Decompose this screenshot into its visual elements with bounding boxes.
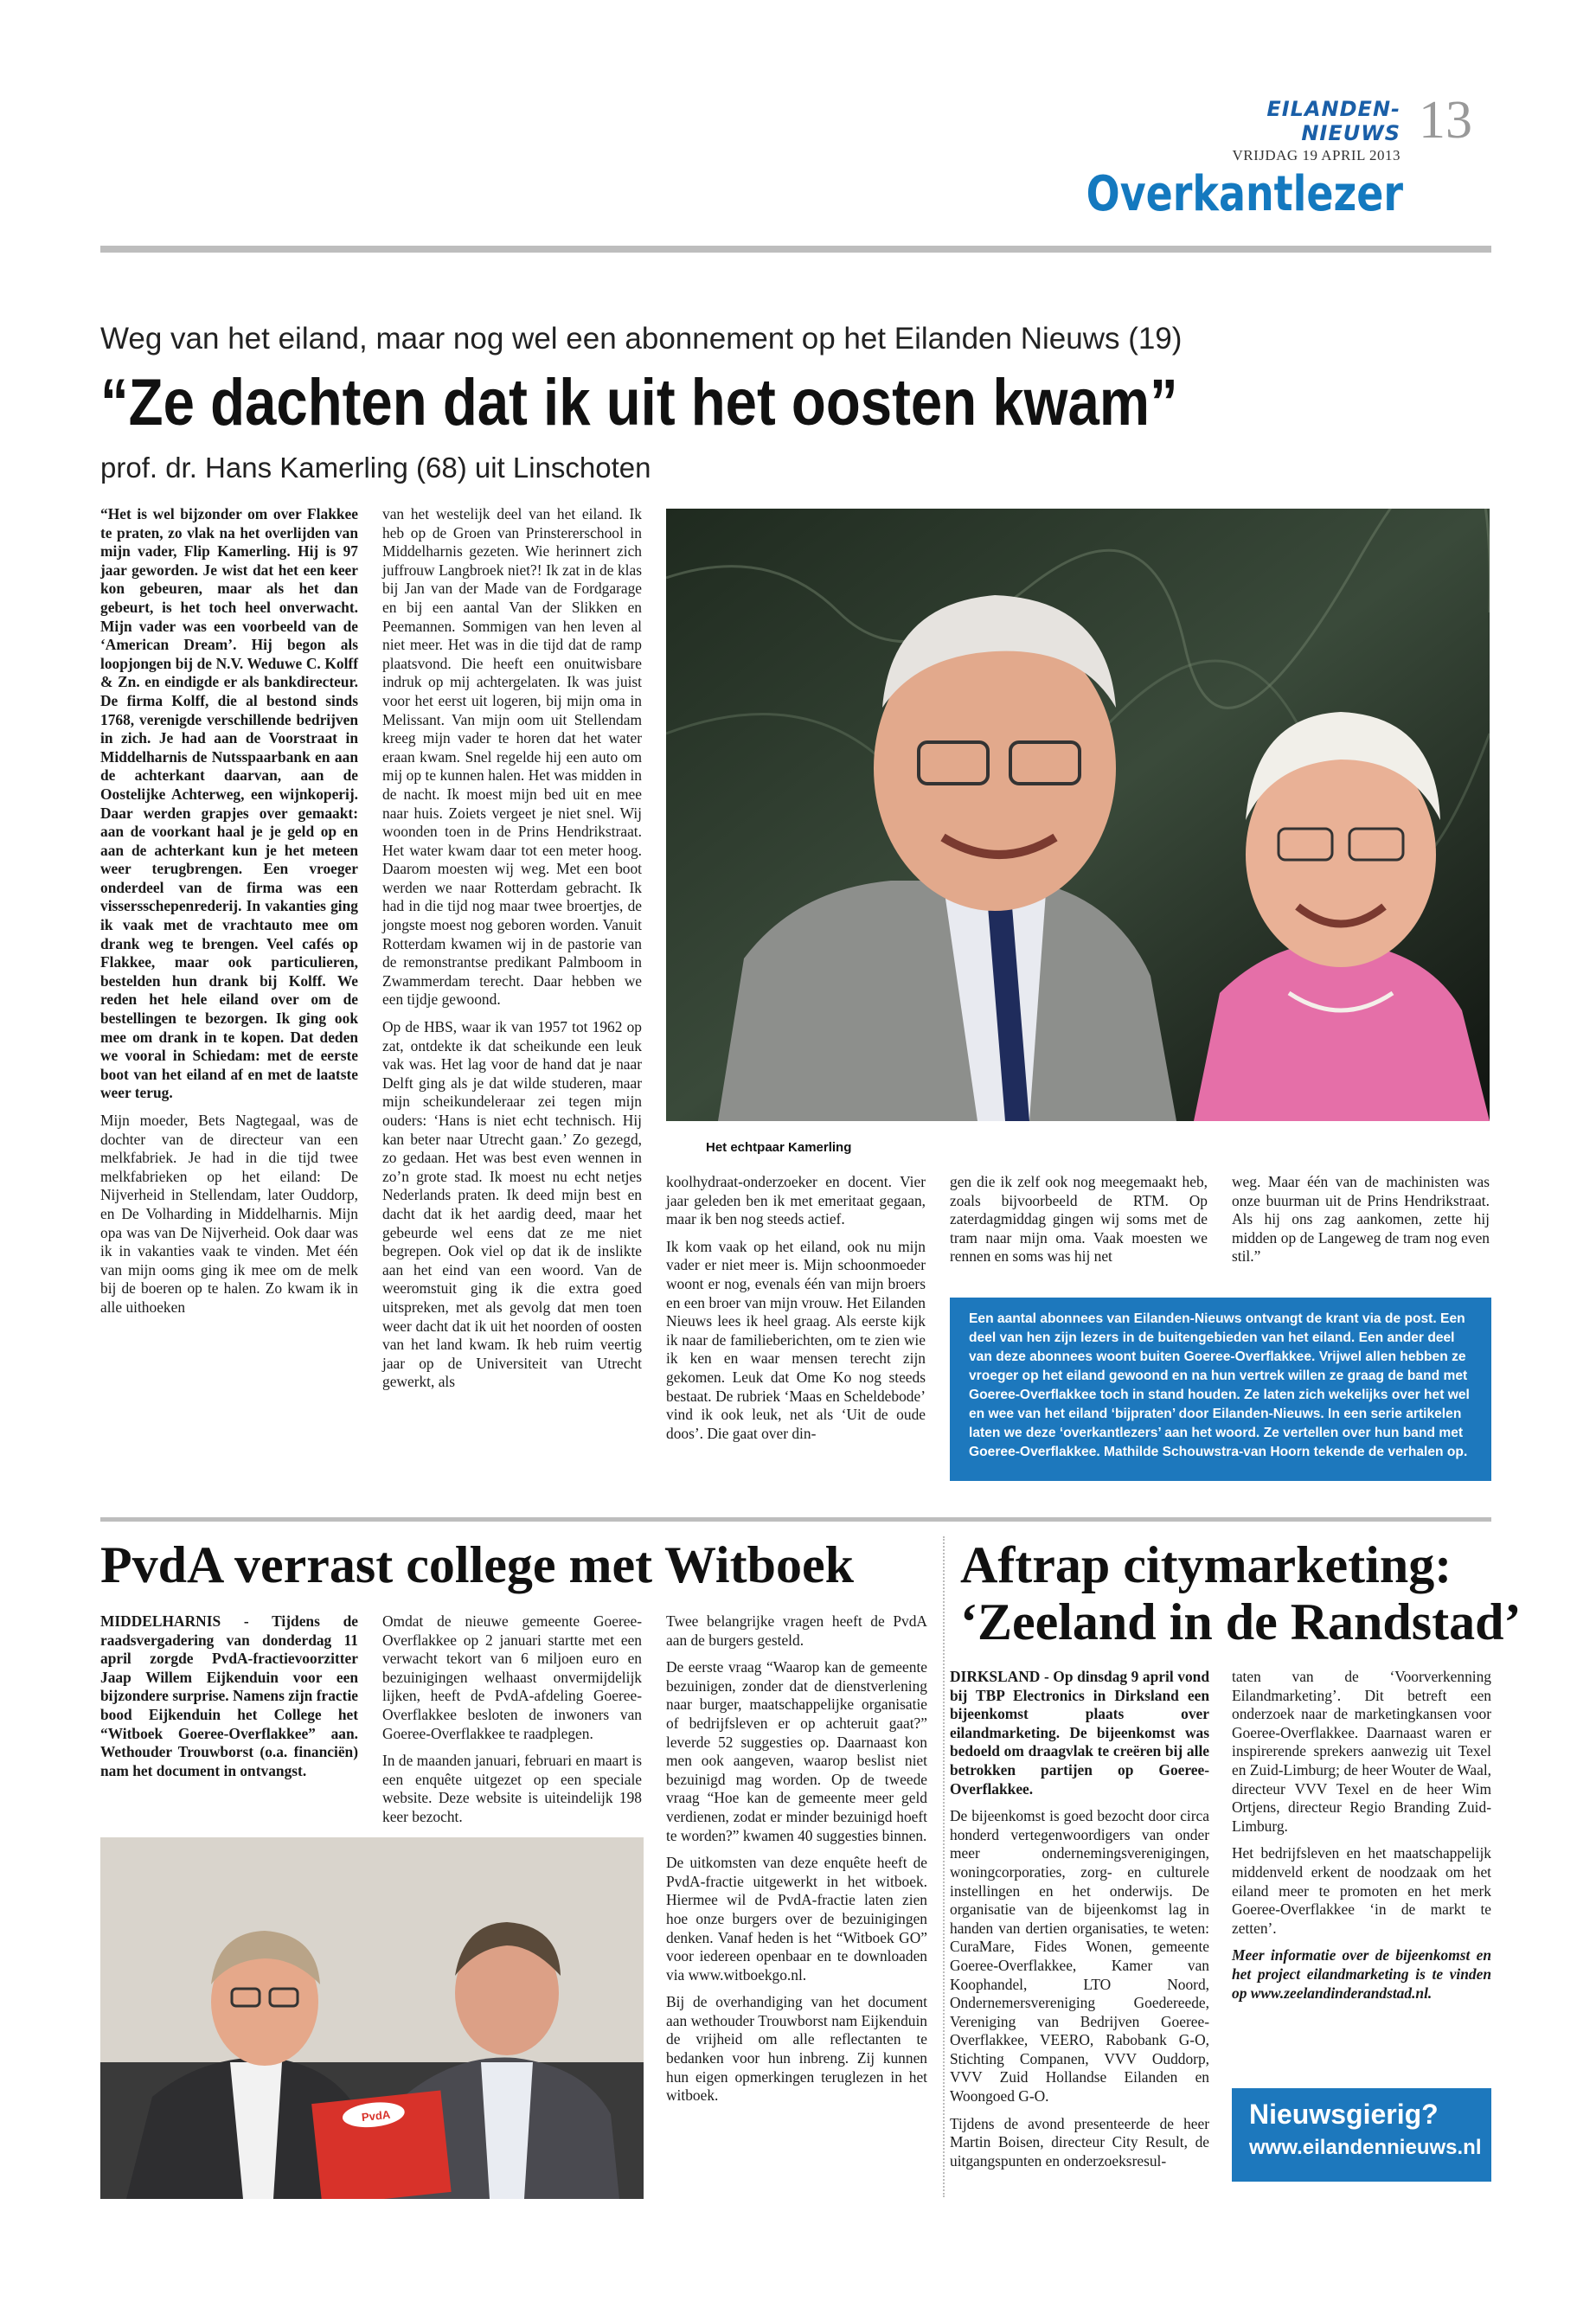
citymarketing-column-2 xyxy=(1232,1668,1491,2011)
pvda-column-1 xyxy=(100,1612,358,1789)
feature-column-2 xyxy=(382,505,642,1400)
pvda-paragraph: In de maanden januari, februari en maart is een enquête uitgezet op een speciale website. Deze website is uiteindelijk 198 keer bezocht. xyxy=(382,1752,642,1825)
brand-logo: EILANDEN-NIEUWS xyxy=(1266,97,1401,145)
feature-lead: “Het is wel bijzonder om over Flakkee te praten, zo vlak na het overlijden van mijn vader, Flip Kamerling. Hij is 97 jaar geworden. Je wist dat het een keer kon gebeuren, maar als het dan gebeurt, is het toch heel onverwacht. Mijn vader was een voorbeeld van de ‘American Dream’. Hij begon als loopjongen bij de N.V. Weduwe C. Kolff & Zn. en eindigde er als bankdirecteur. De firma Kolff, die al bestond sinds 1768, verenigde verschillende bedrijven in zich. Je had aan de Voorstraat in Middelharnis de Nutsspaarbank en aan de achterkant daarvan, aan de Oostelijke Achterweg, een wijnkoperij. Daar werden grapjes over gemaakt: aan de voorkant haal je je geld op en aan de achterkant kun je het meteen weer terugbrengen. Een vroeger onderdeel van de firma was een vissersschepenrederij. In vakanties ging ik vaak met de vrachtauto mee om drank weg te brengen. Veel cafés op Flakkee, maar ook particulieren, bestelden hun drank bij Kolff. We reden het hele eiland over om de bestellingen te bezorgen. Ik ging ook mee om drank in te kopen. Dat deden we vooral in Schiedam: met de eerste boot van het eiland af en met de laatste weer terug. xyxy=(100,505,358,1102)
pvda-box-label: PvdA xyxy=(361,2107,391,2125)
photo-caption: Het echtpaar Kamerling xyxy=(706,1140,852,1155)
feature-paragraph: van het westelijk deel van het eiland. Ik heb op de Groen van Prinstererschool in Middelharnis gezeten. Wie herinnert zich juffrouw Langbroek niet?! Ik zat in de klas bij Jan van der Made van de Fordgarage en bij een aantal Van der Slikken en Peemannen. Sommigen van hen leven al niet meer. Het was in die tijd dat de ramp plaatsvond. Die heeft een onuitwisbare indruk op mij achtergelaten. Ik was juist voor het eerst uit logeren, bij mijn oma in Melissant. Van mijn oom uit Stellendam kreeg mijn vader te horen dat het water eraan kwam. Snel regelde hij een auto om mij op te kunnen halen. Het was midden in de nacht. Ik moest mijn bed uit en mee naar huis. Zoiets vergeet je niet snel. Wij woonden toen in de Prins Hendrikstraat. Het water kwam daar tot een meter hoog. Daarom moesten wij weg. Met een boot werden we naar Rotterdam gebracht. Ik had in die tijd nog maar twee broertjes, de jongste moest nog geboren worden. Vanuit Rotterdam kwamen wij in de pastorie van de remonstrantse predikant Palmboom in Zwammerdam terecht. Daar hebben we een tijdje gewoond. xyxy=(382,505,642,1009)
article-headline: “Ze dachten dat ik uit het oosten kwam” xyxy=(100,366,1178,439)
citymarketing-headline-line2: ‘Zeeland in de Randstad’ xyxy=(960,1593,1522,1650)
couple-photo xyxy=(666,509,1490,1121)
feature-paragraph: Mijn moeder, Bets Nagtegaal, was de dochter van de directeur van een melkfabriek. Je had in die tijd twee melkfabrieken op het eiland: De Nijverheid in Stellendam, later Ouddorp, en De Volharding in Middelharnis. Mijn opa was van De Nijverheid. Ook daar was ik in vakanties vaak te vinden. Met één van mijn ooms ging ik mee om de melk bij de boeren op te halen. Zo kwam ik in alle uithoeken xyxy=(100,1112,358,1316)
feature-column-1 xyxy=(100,505,358,1326)
pvda-paragraph: Bij de overhandiging van het document aan wethouder Trouwborst nam Eijkenduin de vrijheid om alle reflectanten te bedanken voor hun inbreng. Zij kunnen hun eigen opmerkingen teruglezen in het witboek. xyxy=(666,1993,927,2105)
citymarketing-lead: DIRKSLAND - Op dinsdag 9 april vond bij TBP Electronics in Dirksland een bijeenkomst plaats over eilandmarketing. De bijeenkomst was bedoeld om draagvlak te creëren bij alle betrokken partijen op Goeree- Overflakkee. xyxy=(950,1668,1209,1798)
couple-photo-illustration xyxy=(666,509,1490,1121)
citymarketing-paragraph: Het bedrijfsleven en het maatschappelijk middenveld erkent de noodzaak om het eiland meer te promoten en het merk Goeree-Overflakkee ‘in de markt te zetten’. xyxy=(1232,1844,1491,1937)
citymarketing-paragraph: De bijeenkomst is goed bezocht door circa honderd vertegenwoordigers van onder meer ondernemingsverenigingen, woningcorporaties, zorg- en culturele instellingen en het onderwijs. De organisatie van de bijeenkomst lag in handen van dertien organisaties, te weten: CuraMare, Fides Wonen, gemeente Goeree-Overflakkee, Kamer van Koophandel, LTO Noord, Ondernemersvereniging Goedereede, Vereniging van Bedrijven Goeree-Overflakkee, VEERO, Rabobank G-O, Stichting Companen, VVV Ouddorp, VVV Zuid Hollandse Eilanden en Woongoed G-O. xyxy=(950,1807,1209,2106)
feature-column-3 xyxy=(666,1173,926,1452)
middle-divider xyxy=(100,1517,1491,1522)
feature-paragraph: gen die ik zelf ook nog meegemaakt heb, zoals bijvoorbeeld de RTM. Op zaterdagmiddag gingen wij soms met de tram naar mijn oma. Vaak moesten we rennen en soms was hij net xyxy=(950,1173,1208,1266)
page-number: 13 xyxy=(1419,91,1472,150)
citymarketing-more-info: Meer informatie over de bijeenkomst en het project eilandmarketing is te vinden op www.zeelandinderandstad.nl. xyxy=(1232,1946,1491,2002)
citymarketing-headline-line1: Aftrap citymarketing: xyxy=(960,1536,1452,1593)
citymarketing-column-1 xyxy=(950,1668,1209,2179)
citymarketing-paragraph: taten van de ‘Voorverkenning Eilandmarketing’. Dit betreft een onderzoek naar de marketingkansen voor Goeree-Overflakkee. Daarnaast waren er inspirerende sprekers aanwezig uit Texel en Zuid-Limburg; de heer Wouter de Waal, directeur VVV Texel en de heer Wim Ortjens, directeur Regio Branding Zuid-Limburg. xyxy=(1232,1668,1491,1835)
ad-url-link[interactable]: www.eilandennieuws.nl xyxy=(1249,2136,1482,2159)
top-divider xyxy=(100,246,1491,253)
series-info-box: Een aantal abonnees van Eilanden-Nieuws ontvangt de krant via de post. Een deel van hen zijn lezers in de buitengebieden van het eiland. Een ander deel van deze abonnees woont buiten Goeree-Overflakkee. Vrijwel allen hebben ze vroeger op het eiland gewoond en na hun vertrek willen ze graag de band met Goeree-Overflakkee toch in stand houden. Ze laten zich wekelijks over het wel en wee van het eiland ‘bijpraten’ door Eilanden-Nieuws. In een serie artikelen laten we deze ‘overkantlezers’ aan het woord. Ze vertellen over hun band met Goeree-Overflakkee. Mathilde Schouwstra-van Hoorn tekende de verhalen op. xyxy=(950,1298,1491,1481)
pvda-paragraph: Omdat de nieuwe gemeente Goeree-Overflakkee op 2 januari startte met een verwacht tekort van 6 miljoen euro en bezuinigingen welhaast onvermijdelijk lijken, heeft de PvdA-afdeling Goeree-Overflakkee besloten de inwoners van Goeree-Overflakkee te raadplegen. xyxy=(382,1612,642,1742)
feature-column-5 xyxy=(1232,1173,1490,1275)
pvda-headline: PvdA verrast college met Witboek xyxy=(100,1536,854,1593)
citymarketing-paragraph: Tijdens de avond presenteerde de heer Martin Boisen, directeur City Result, de uitgangspunten en onderzoeksresul- xyxy=(950,2114,1209,2170)
article-kicker: Weg van het eiland, maar nog wel een abonnement op het Eilanden Nieuws (19) xyxy=(100,322,1183,356)
pvda-paragraph: De uitkomsten van deze enquête heeft de PvdA-fractie uitgewerkt in het witboek. Hiermee wil de PvdA-fractie laten zien hoe onze burgers over de bezuinigingen denken. Vanaf heden is het “Witboek GO” voor iedereen openbaar en te downloaden via www.witboekgo.nl. xyxy=(666,1854,927,1984)
feature-paragraph: Ik kom vaak op het eiland, ook nu mijn vader er niet meer is. Mijn schoonmoeder woont er nog, evenals één van mijn broers en een broer van mijn vrouw. Het Eilanden Nieuws lees ik heel graag. Als eerste kijk ik naar de familieberichten, om te zien wie ik ken en waar mensen terecht zijn gekomen. Leuk dat Ome Ko nog steeds bestaat. De rubriek ‘Maas en Scheldebode’ vind ik ook leuk, net als ‘Uit de oude doos’. Die gaat over din- xyxy=(666,1237,926,1442)
pvda-paragraph: De eerste vraag “Waarop kan de gemeente bezuinigen, zonder dat de dienstverlening naar burger, maatschappelijke organisatie of bedrijfsleven er op achteruit gaat?” leverde 52 suggesties op. Daarnaast kon men ook aangeven, waarop beslist niet bezuinigd mag worden. Op de tweede vraag “Hoe kan de gemeente meer geld verdienen, zodat er minder bezuinigd hoeft te worden?” kwamen 40 suggesties binnen. xyxy=(666,1658,927,1844)
section-title: Overkantlezer xyxy=(1086,166,1403,222)
pvda-photo-illustration xyxy=(100,1837,644,2199)
pvda-column-2 xyxy=(382,1612,642,1836)
pvda-handover-photo xyxy=(100,1837,644,2199)
pvda-lead: MIDDELHARNIS - Tijdens de raadsvergadering van donderdag 11 april zorgde PvdA-fractievoorzitter Jaap Willem Eijkenduin voor een bijzondere surprise. Namens zijn fractie bood Eijkenduin het College het “Witboek Goeree-Overflakkee” aan. Wethouder Trouwborst (o.a. financiën) nam het document in ontvangst. xyxy=(100,1612,358,1779)
article-byline: prof. dr. Hans Kamerling (68) uit Linschoten xyxy=(100,452,651,484)
feature-paragraph: Op de HBS, waar ik van 1957 tot 1962 op zat, ontdekte ik dat scheikunde een leuk vak was. Het lag voor de hand dat je naar Delft ging als je dat wilde studeren, maar mijn scheikundeleraar zei tegen mijn ouders: ‘Hans is niet echt technisch. Hij kan beter naar Utrecht gaan.’ Zo gezegd, zo gedaan. Het was best even wennen in zo’n grote stad. Ik moest nu echt netjes Nederlands praten. Ik deed mijn best en dacht dat ik het aardig deed, maar het gebeurde wel eens dat ze me niet begrepen. Ook viel op dat ik de inslikte aan het eind van een woord. Van de weeromstuit ging ik die extra goed uitspreken, met als gevolg dat men toen weer dacht dat ik uit het noorden of oosten van het land kwam. Ik heb ruim veertig jaar op de Universiteit van Utrecht gewerkt, als xyxy=(382,1018,642,1391)
website-ad[interactable] xyxy=(1232,2088,1491,2182)
pvda-paragraph: Twee belangrijke vragen heeft de PvdA aan de burgers gesteld. xyxy=(666,1612,927,1649)
feature-column-4 xyxy=(950,1173,1208,1275)
feature-paragraph: koolhydraat-onderzoeker en docent. Vier jaar geleden ben ik met emeritaat gegaan, maar ik ben nog steeds actief. xyxy=(666,1173,926,1228)
pvda-column-3 xyxy=(666,1612,927,2114)
issue-date: VRIJDAG 19 APRIL 2013 xyxy=(1232,147,1401,163)
masthead xyxy=(1202,97,1401,164)
ad-title: Nieuwsgierig? xyxy=(1249,2099,1439,2130)
column-separator xyxy=(943,1536,945,2197)
feature-paragraph: weg. Maar één van de machinisten was onze buurman uit de Prins Hendrikstraat. Als hij ons zag aankomen, zette hij midden op de Langeweg de tram nog even stil.” xyxy=(1232,1173,1490,1266)
